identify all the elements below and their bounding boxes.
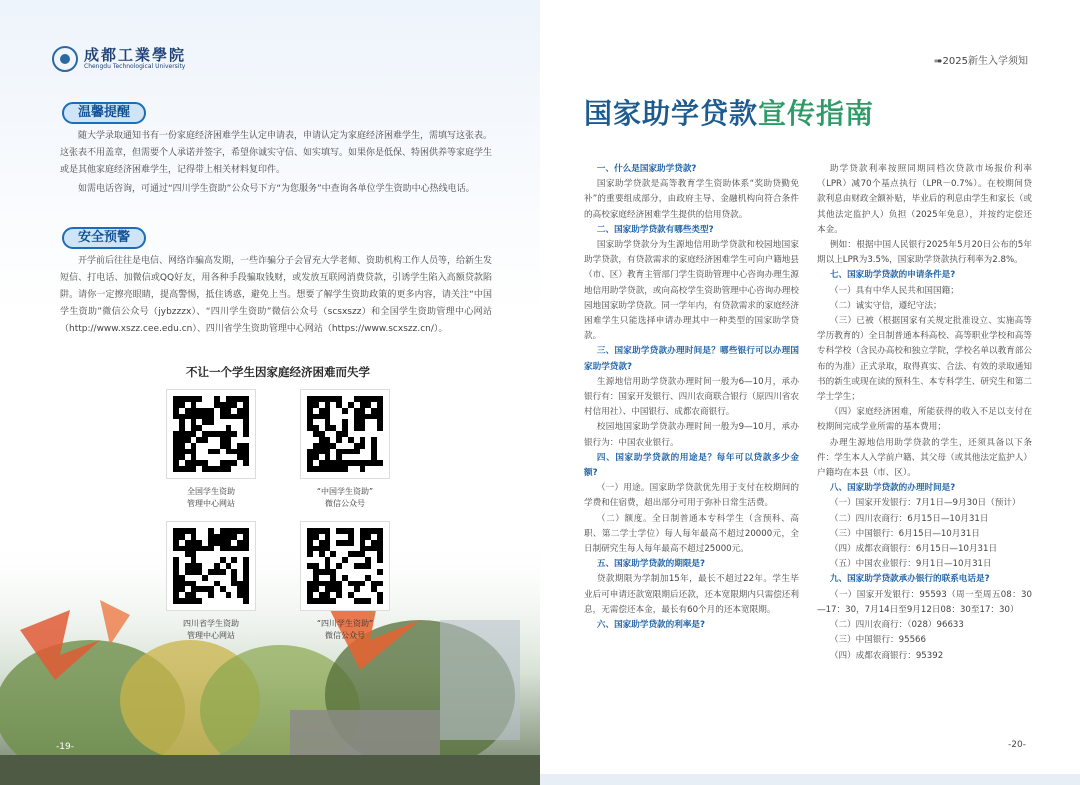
page-title-green: 宣传指南 [758,97,875,130]
section-paragraph: （二）四川农商行：（028）96633 [829,620,964,631]
section-paragraph: 国家助学贷款分为生源地信用助学贷款和校园地国家助学贷款，有贷款需求的家庭经济困难学生可向户籍地县（市、区）教育主管部门学生资助管理中心咨询办理生源地信用助学贷款，或向高校学生资助管理中心咨询办理校园地国家助学贷款。同一学年内，有贷款需求的家庭经济困难学生只能选择申请办理其中一种类型的国家助学贷款。 [584,240,799,342]
warning-paragraph: 开学前后往往是电信、网络诈骗高发期，一些诈骗分子会冒充大学老师、资助机构工作人员等，给新生发短信、打电话、加微信或QQ好友，用各种手段骗取钱财，或发放互联网消费贷款，引诱学生陷入高额贷款陷阱。请你一定擦亮眼睛，提高警惕，抵住诱惑，避免上当。想要了解学生资助政策的更多内容，请关注“中国学生资助”微信公众号（jybzzzx）、“四川学生资助”微信公众号（scsxszz）和全国学生资助管理中心网站（http://www.xszz.cee.edu.cn）、四川省学生资助管理中心网站（https://www.scxszz.cn/）。 [60,256,493,334]
section-paragraph: （一）具有中华人民共和国国籍； [829,285,959,296]
reminder-paragraph-2: 如需电话咨询，可通过“四川学生资助”公众号下方“为您服务”中查询各单位学生资助中心热线电话。 [78,184,475,194]
qr-caption-sichuan-center: 四川省学生资助 管理中心网站 [183,619,239,640]
bottom-bar [540,774,1080,785]
section-paragraph: 办理生源地信用助学贷款的学生，还须具备以下条件：学生本人入学前户籍、其父母（或其他法定监护人）户籍均在本县（市、区）。 [817,437,1032,479]
text-column-left [584,162,799,633]
section-paragraph: （四）家庭经济困难，所能获得的收入不足以支付在校期间完成学业所需的基本费用； [817,407,1032,433]
qr-caption-china-wechat: “中国学生资助” 微信公众号 [316,487,374,508]
section-paragraph: （三）中国银行：95566 [829,635,926,646]
section-paragraph: （一）用途。国家助学贷款优先用于支付在校期间的学费和住宿费，超出部分可用于弥补日常生活费。 [584,483,799,509]
university-logo [52,44,232,76]
section-heading: 二、国家助学贷款有哪些类型? [596,224,714,235]
logo-name-cn: 成都工業學院 [84,46,187,64]
warning-heading: 安全预警 [62,227,146,249]
logo-name-en: Chengdu Technological University [84,63,186,70]
section-paragraph: 贷款期限为学制加15年，最长不超过22年。学生毕业后可申请还款宽限期后还款，还本宽限期内只需偿还利息，无需偿还本金，最长有60个月的还本宽限期。 [584,574,799,615]
qr-section-title: 不让一个学生因家庭经济困难而失学 [186,365,370,379]
page-title-blue: 国家助学贷款 [584,97,759,130]
campus-scene-illustration [0,560,540,785]
section-heading: 八、国家助学贷款的办理时间是? [829,483,956,494]
right-page [540,0,1080,785]
section-paragraph: 校园地国家助学贷款办理时间一般为9—10月，承办银行为：中国农业银行。 [584,422,799,448]
section-paragraph: （四）成都农商银行：6月15日—10月31日 [829,544,998,555]
text-column-right [817,162,1032,664]
section-paragraph: 助学贷款利率按照同期同档次贷款市场报价利率（LPR）减70个基点执行（LPR－0.7%）。在校期间贷款利息由财政全额补贴，毕业后的利息由学生和家长（或其他法定监护人）负担（2025年免息），并按约定偿还本金。 [817,164,1032,235]
section-paragraph: （二）额度。全日制普通本专科学生（含预科、高职、第二学士学位）每人每年最高不超过20000元，全日制研究生每人每年最高不超过25000元。 [584,513,799,555]
section-paragraph: （一）国家开发银行：7月1日—9月30日（预计） [829,498,1021,509]
section-heading: 九、国家助学贷款承办银行的联系电话是? [829,574,990,585]
section-paragraph: （三）已被（根据国家有关规定批准设立、实施高等学历教育的）全日制普通本科高校、高等职业学校和高等专科学校（含民办高校和独立学院，学校名单以教育部公布的为准）正式录取，取得真实、合法、有效的录取通知书的新生或现在读的预科生、本专科学生、研究生和第二学士学生； [817,316,1032,403]
qr-code-national-center[interactable] [166,389,256,479]
page-title [584,92,874,132]
qr-code-sichuan-wechat[interactable] [300,521,390,611]
section-paragraph: （二）诚实守信，遵纪守法； [829,300,942,311]
reminder-heading: 温馨提醒 [62,102,146,124]
section-heading: 七、国家助学贷款的申请条件是? [829,270,956,281]
section-paragraph: （三）中国银行：6月15日—10月31日 [829,528,980,539]
section-paragraph: （五）中国农业银行：9月1日—10月31日 [829,559,992,570]
qr-caption-national-center: 全国学生资助 管理中心网站 [187,487,235,508]
reminder-paragraph-1: 随大学录取通知书有一份家庭经济困难学生认定申请表，申请认定为家庭经济困难学生，需填写这张表。这张表不用盖章，但需要个人承诺并签字，希望你诚实守信、如实填写。如果你是低保、特困供养等家庭学生或是其他家庭经济困难学生，记得带上相关材料复印件。 [60,131,493,175]
section-paragraph: 国家助学贷款是高等教育学生资助体系“奖助贷勤免补”的重要组成部分，由政府主导、金融机构向符合条件的高校家庭经济困难学生提供的信用贷款。 [584,179,799,220]
section-heading: 三、国家助学贷款办理时间是？哪些银行可以办理国家助学贷款? [584,346,799,372]
university-seal-icon [52,46,78,72]
running-header: ➠2025新生入学须知 [934,56,1028,67]
section-paragraph: （二）四川农商行：6月15日—10月31日 [829,513,989,524]
qr-code-china-wechat[interactable] [300,389,390,479]
section-paragraph: （四）成都农商银行：95392 [829,650,944,661]
section-heading: 一、什么是国家助学贷款? [596,164,697,174]
qr-code-sichuan-center[interactable] [166,521,256,611]
section-heading: 六、国家助学贷款的利率是? [596,620,706,631]
page-number-right: -20- [1008,740,1026,750]
section-paragraph: （一）国家开发银行：95593（周一至周五08：30—17：30，7月14日至9月12日08：30至17：30） [817,589,1032,615]
page-number-left: -19- [56,742,74,752]
qr-caption-sichuan-wechat: “四川学生资助” 微信公众号 [316,619,374,640]
section-heading: 五、国家助学贷款的期限是? [596,559,706,570]
section-paragraph: 例如：根据中国人民银行2025年5月20日公布的5年期以上LPR为3.5%，国家助学贷款执行利率为2.8%。 [817,240,1032,266]
section-paragraph: 生源地信用助学贷款办理时间一般为6—10月，承办银行有：国家开发银行、四川农商联合银行（原四川省农村信用社）、中国银行、成都农商银行。 [584,376,799,418]
section-heading: 四、国家助学贷款的用途是？每年可以贷款多少金额? [584,452,799,479]
